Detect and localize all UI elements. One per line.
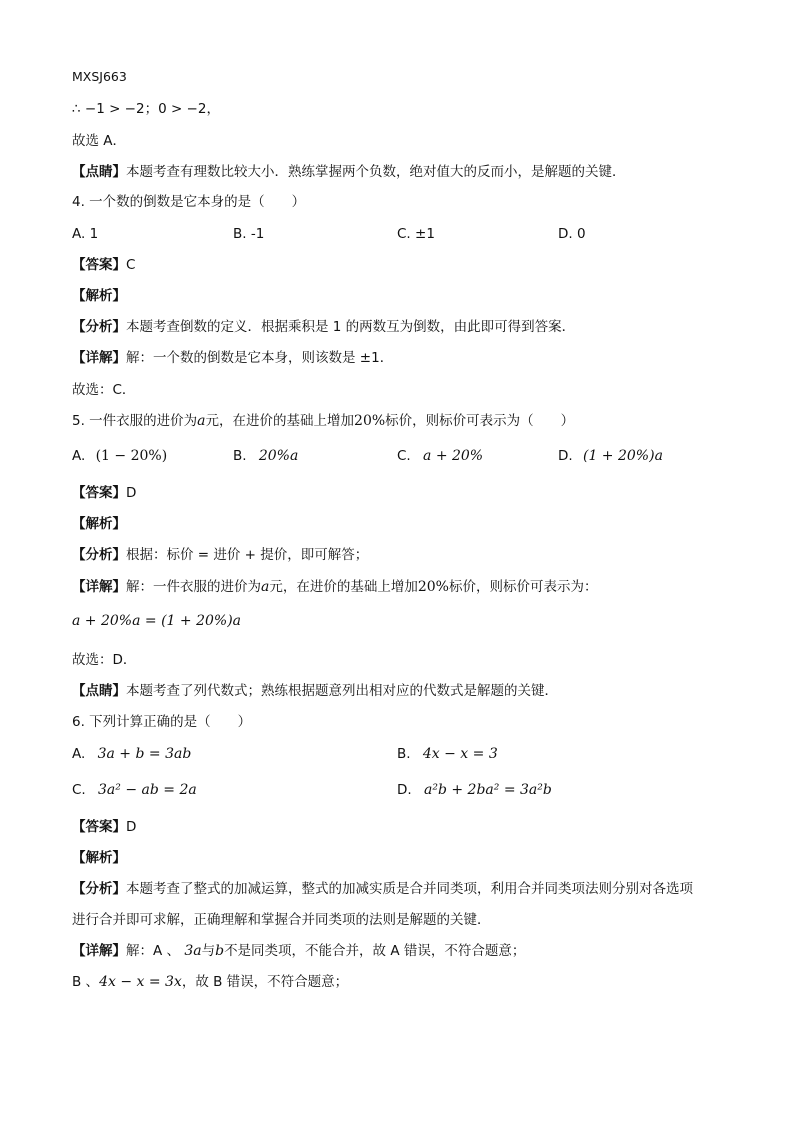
comment-tag: 【点睛】: [72, 164, 126, 180]
q4-choice: 故选：C．: [72, 382, 136, 398]
q6-line-b: [72, 973, 348, 991]
q6-fenxi-line-2: 进行合并即可求解，正确理解和掌握合并同类项的法则是解题的关键．: [72, 912, 491, 928]
q6-option-b: [397, 745, 498, 763]
q4-option-c: C. ±1: [397, 226, 435, 242]
xiangjie-part: 标价，则标价可表示为：: [448, 579, 598, 595]
xiangjie-part: 不是同类项，不能合并，故 A 错误，不符合题意；: [224, 943, 526, 959]
q6-option-c: [72, 781, 197, 799]
previous-conclusion: ∴ −1 > −2；0 > −2，: [72, 101, 220, 117]
line-b-part: ，故 B 错误，不符合题意；: [181, 974, 349, 990]
q5-option-c: [397, 447, 483, 465]
q5-xiangjie: [72, 578, 597, 596]
q4-option-a: A. 1: [72, 226, 99, 242]
xiangjie-tag: 【详解】: [72, 579, 126, 595]
q6-answer: [72, 818, 136, 836]
previous-comment: [72, 163, 626, 181]
line-b-part: B 、: [72, 974, 100, 990]
stem-part: 标价，则标价可表示为（ ）: [385, 413, 575, 429]
answer-value: C: [126, 257, 136, 273]
xiangjie-tag: 【详解】: [72, 350, 126, 366]
fenxi-text: 本题考查了整式的加减运算，整式的加减实质是合并同类项，利用合并同类项法则分别对各选项: [126, 881, 693, 897]
q4-xiangjie: [72, 349, 393, 367]
comment-tag: 【点睛】: [72, 683, 126, 699]
option-expression: 3a² − ab = 2a: [98, 782, 197, 798]
xiangjie-percent: 20%: [417, 579, 449, 595]
fenxi-tag: 【分析】: [72, 547, 126, 563]
option-letter: A.: [72, 448, 86, 464]
previous-choice: 故选 A．: [72, 133, 127, 149]
xiangjie-part: 解：一件衣服的进价为: [126, 579, 261, 595]
q5-equation: a + 20%a = (1 + 20%)a: [72, 613, 241, 629]
fenxi-text: 根据：标价 = 进价 + 提价，即可解答；: [126, 547, 369, 563]
option-letter: B.: [233, 448, 247, 464]
comment-text: 本题考查有理数比较大小．熟练掌握两个负数，绝对值大的反而小，是解题的关键．: [126, 164, 626, 180]
option-expression: 4x − x = 3: [422, 746, 498, 762]
option-expression: (1 − 20%): [95, 448, 168, 464]
fenxi-text: 本题考查倒数的定义．根据乘积是 1 的两数互为倒数，由此即可得到答案．: [126, 319, 576, 335]
q5-comment: [72, 682, 558, 700]
q5-option-d: [558, 447, 663, 465]
q5-option-a: [72, 447, 167, 465]
q6-analysis-tag: 【解析】: [72, 850, 126, 866]
stem-part: 5. 一件衣服的进价为: [72, 413, 198, 429]
q5-choice: 故选：D．: [72, 652, 137, 668]
q6-option-d: [397, 781, 552, 799]
q5-analysis-tag: 【解析】: [72, 516, 126, 532]
document-code: MXSJ663: [72, 69, 127, 84]
option-letter: B.: [397, 746, 411, 762]
q6-stem: 6. 下列计算正确的是（ ）: [72, 714, 252, 730]
q5-answer: [72, 484, 136, 502]
option-expression: a + 20%: [423, 448, 484, 464]
answer-tag: 【答案】: [72, 257, 126, 273]
option-letter: C.: [72, 782, 86, 798]
xiangjie-expression: b: [215, 943, 225, 959]
answer-tag: 【答案】: [72, 819, 126, 835]
option-expression: a²b + 2ba² = 3a²b: [423, 782, 552, 798]
option-letter: D.: [397, 782, 412, 798]
q4-option-b: B. -1: [233, 226, 265, 242]
xiangjie-part: 解：A 、: [126, 943, 181, 959]
answer-value: D: [126, 485, 137, 501]
line-b-expression: 4x − x = 3x: [99, 974, 182, 990]
xiangjie-text: 解：一个数的倒数是它本身，则该数是 ±1．: [126, 350, 394, 366]
stem-percent: 20%: [354, 413, 386, 429]
q6-xiangjie: [72, 942, 525, 960]
q4-answer: [72, 256, 135, 274]
answer-tag: 【答案】: [72, 485, 126, 501]
xiangjie-part: 与: [201, 943, 216, 959]
stem-part: 元，在进价的基础上增加: [205, 413, 355, 429]
comment-text: 本题考查了列代数式；熟练根据题意列出相对应的代数式是解题的关键．: [126, 683, 558, 699]
xiangjie-tag: 【详解】: [72, 943, 126, 959]
q6-fenxi-line-1: [72, 880, 693, 898]
q4-option-d: D. 0: [558, 226, 586, 242]
xiangjie-expression: 3a: [184, 943, 202, 959]
q4-fenxi: [72, 318, 575, 336]
option-letter: D.: [558, 448, 573, 464]
option-letter: A.: [72, 746, 86, 762]
q5-option-b: [233, 447, 298, 465]
option-expression: 20%a: [258, 448, 299, 464]
fenxi-tag: 【分析】: [72, 319, 126, 335]
q4-stem: 4. 一个数的倒数是它本身的是（ ）: [72, 194, 306, 210]
option-letter: C.: [397, 448, 411, 464]
xiangjie-variable: a: [261, 579, 270, 595]
answer-value: D: [126, 819, 137, 835]
q5-stem: [72, 412, 574, 430]
q4-analysis-tag: 【解析】: [72, 288, 126, 304]
option-expression: (1 + 20%)a: [582, 448, 663, 464]
q6-option-a: [72, 745, 191, 763]
fenxi-tag: 【分析】: [72, 881, 126, 897]
stem-variable: a: [197, 413, 206, 429]
q5-fenxi: [72, 546, 368, 564]
xiangjie-part: 元，在进价的基础上增加: [269, 579, 418, 595]
option-expression: 3a + b = 3ab: [97, 746, 192, 762]
